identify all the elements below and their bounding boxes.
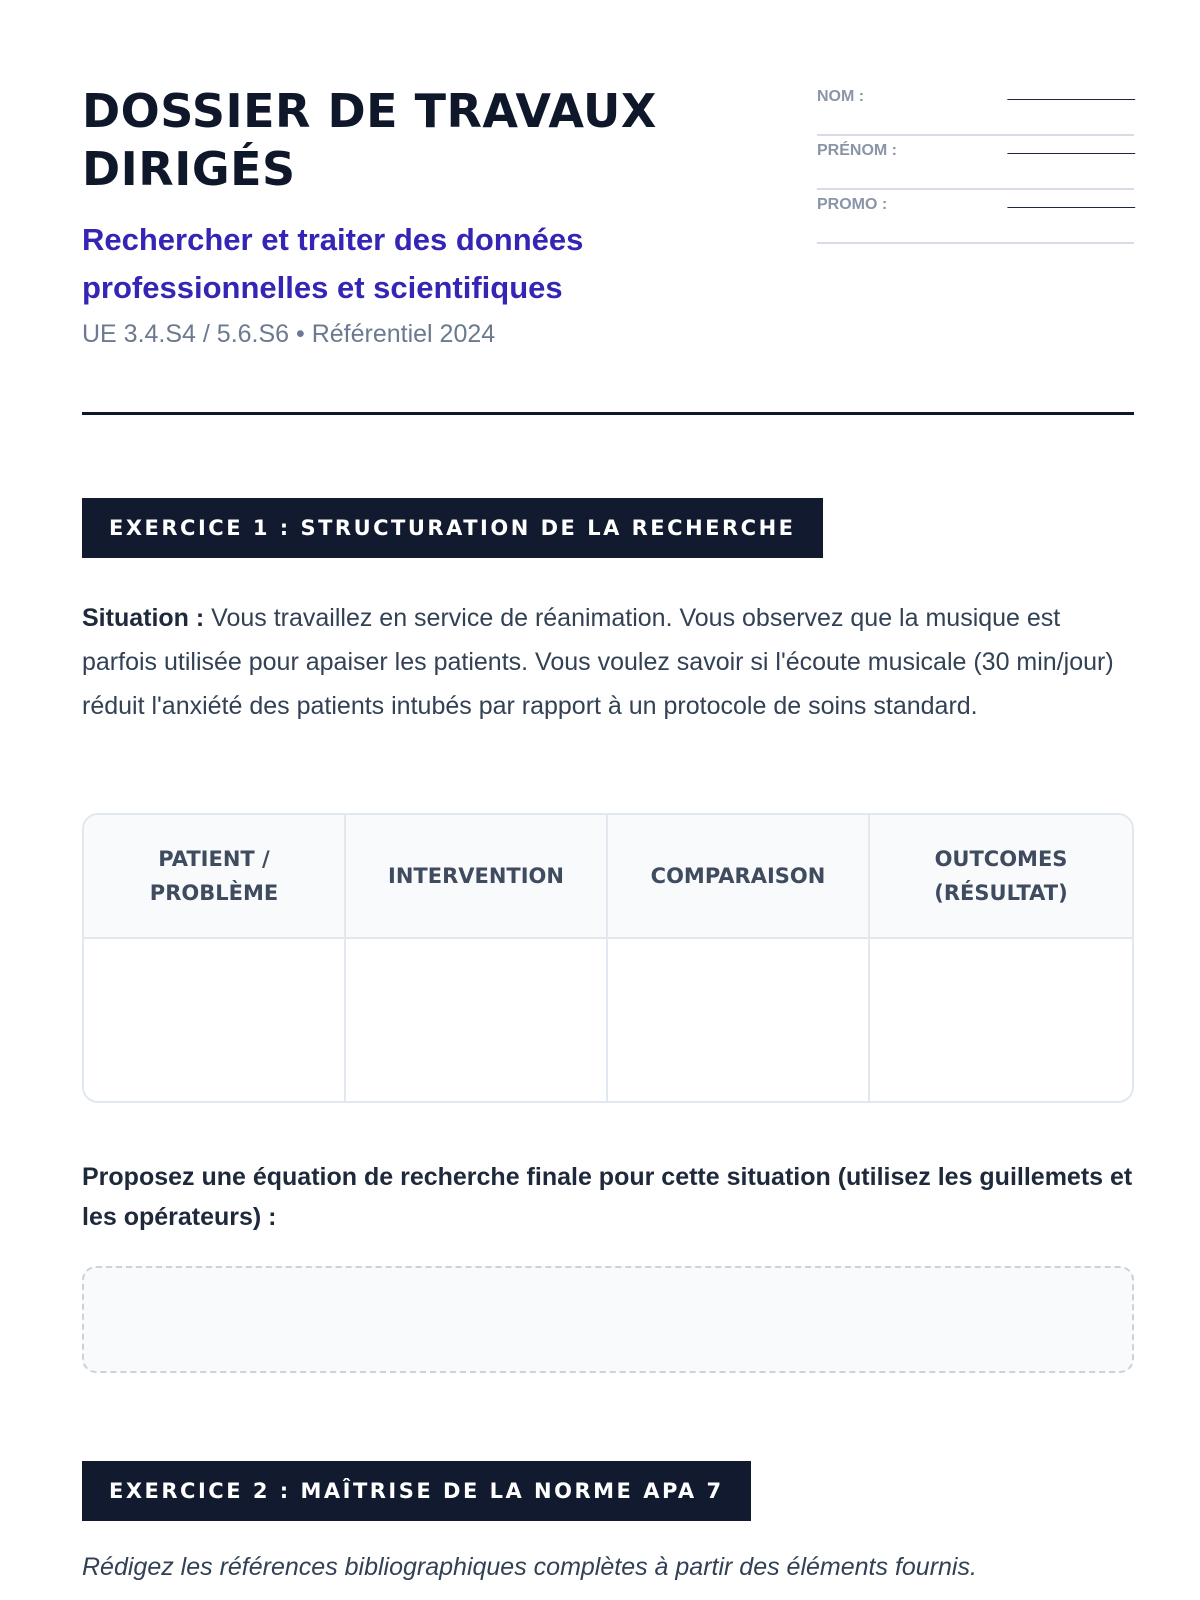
- pico-cell-patient[interactable]: [84, 939, 346, 1101]
- worksheet-page: [82, 0, 1134, 1581]
- pico-cell-comparaison[interactable]: [608, 939, 870, 1101]
- prenom-row: [817, 136, 1134, 190]
- promo-blank[interactable]: ________________: [1007, 192, 1134, 209]
- nom-row: [817, 82, 1134, 136]
- nom-blank[interactable]: ________________: [1007, 84, 1134, 101]
- pico-cell-outcomes[interactable]: [870, 939, 1132, 1101]
- header-divider: [82, 412, 1134, 415]
- search-equation-answer-box[interactable]: [82, 1266, 1134, 1373]
- pico-header-comparaison: COMPARAISON: [608, 815, 870, 939]
- search-equation-question: Proposez une équation de recherche finale pour cette situation (utilisez les guillemets et les opérateurs) :: [82, 1163, 1133, 1231]
- document-title: DOSSIER DE TRAVAUX DIRIGÉS: [82, 84, 657, 196]
- situation-paragraph: [82, 596, 1134, 728]
- pico-cell-intervention[interactable]: [346, 939, 608, 1101]
- prenom-blank[interactable]: ________________: [1007, 138, 1134, 155]
- pico-header-patient: PATIENT / PROBLÈME: [84, 815, 346, 939]
- pico-header-intervention: INTERVENTION: [346, 815, 608, 939]
- document-header: [82, 0, 1134, 415]
- situation-label: Situation :: [82, 604, 205, 632]
- course-reference: UE 3.4.S4 / 5.6.S6 • Référentiel 2024: [82, 320, 496, 348]
- situation-text: Vous travaillez en service de réanimation. Vous observez que la musique est parfois utilisée pour apaiser les patients. Vous voulez savoir si l'écoute musicale (30 min/jour) réduit l'anxiété des patients intubés par rapport à un protocole de soins standard.: [82, 604, 1114, 720]
- promo-label: PROMO :: [817, 196, 888, 213]
- document-subtitle: Rechercher et traiter des données professionnelles et scientifiques: [82, 222, 584, 305]
- nom-label: NOM :: [817, 88, 865, 105]
- promo-row: [817, 190, 1134, 244]
- pico-table: [82, 813, 1134, 1103]
- exercise2-instruction: Rédigez les références bibliographiques complètes à partir des éléments fournis.: [82, 1553, 977, 1581]
- prenom-label: PRÉNOM :: [817, 142, 897, 159]
- pico-header-outcomes: OUTCOMES (RÉSULTAT): [870, 815, 1132, 939]
- student-identity-box: [817, 82, 1134, 244]
- exercise1-heading: EXERCICE 1 : STRUCTURATION DE LA RECHERCHE: [82, 498, 823, 558]
- exercise2-heading: EXERCICE 2 : MAÎTRISE DE LA NORME APA 7: [82, 1461, 751, 1521]
